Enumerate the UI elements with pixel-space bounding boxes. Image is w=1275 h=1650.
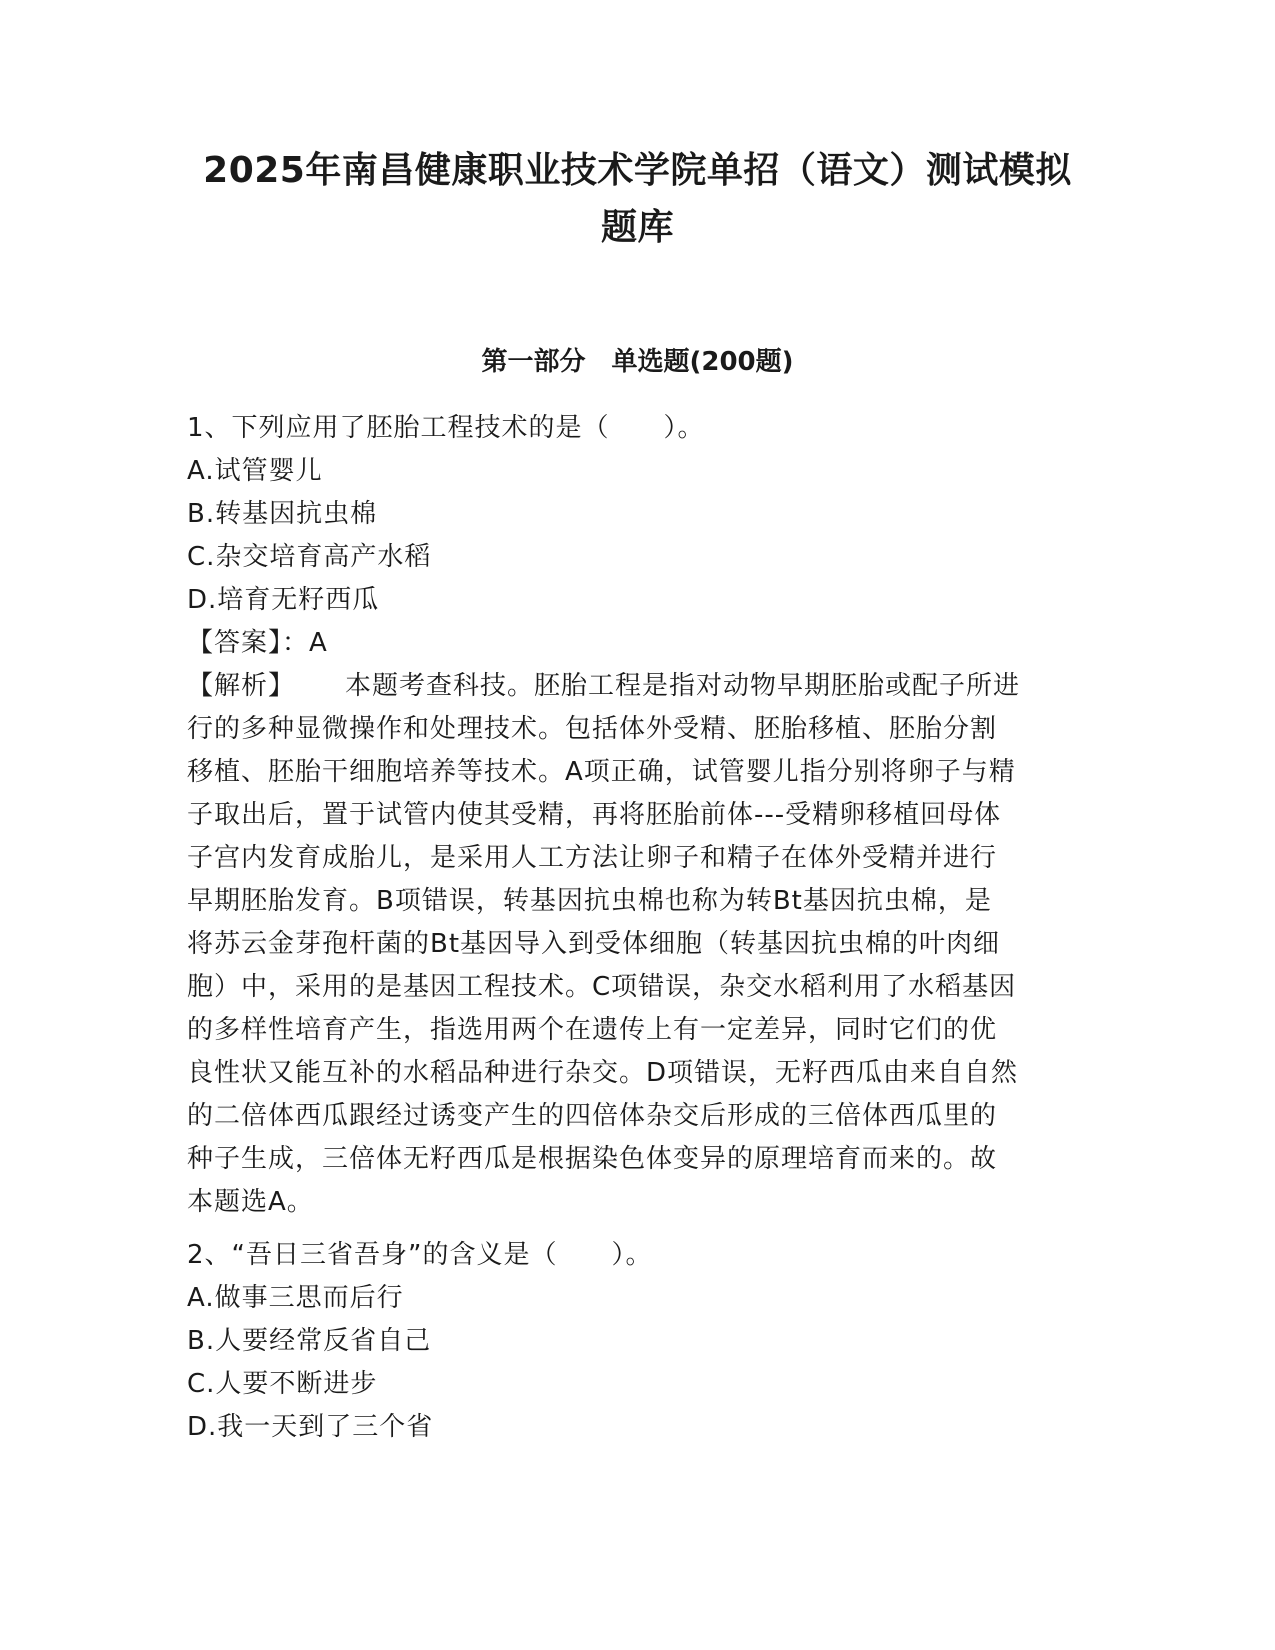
question-1-option-b: B.转基因抗虫棉	[187, 499, 378, 529]
question-1-analysis-line-10: 良性状又能互补的水稻品种进行杂交。D项错误，无籽西瓜由来自自然	[187, 1058, 1019, 1088]
question-1-analysis-line-8: 胞）中，采用的是基因工程技术。C项错误，杂交水稻利用了水稻基因	[187, 972, 1017, 1002]
question-1-analysis-line-13: 本题选A。	[187, 1187, 314, 1217]
question-1-option-a: A.试管婴儿	[187, 456, 323, 486]
question-1-answer: 【答案】：A	[187, 628, 328, 658]
question-2-option-d: D.我一天到了三个省	[187, 1412, 434, 1442]
question-1-analysis-line-7: 将苏云金芽孢杆菌的Bt基因导入到受体细胞（转基因抗虫棉的叶肉细	[187, 929, 1001, 959]
analysis-label: 【解析】	[187, 671, 296, 701]
question-1	[187, 407, 1087, 1224]
analysis-text-1: 本题考查科技。胚胎工程是指对动物早期胚胎或配子所进	[345, 671, 1021, 701]
question-2	[187, 1234, 1087, 1449]
document-title	[150, 142, 1125, 256]
question-1-analysis-line-6: 早期胚胎发育。B项错误，转基因抗虫棉也称为转Bt基因抗虫棉，是	[187, 886, 992, 916]
document-title-line-2: 题库	[600, 207, 674, 248]
question-1-option-d: D.培育无籽西瓜	[187, 585, 380, 615]
question-1-analysis-line-3: 移植、胚胎干细胞培养等技术。A项正确，试管婴儿指分别将卵子与精	[187, 757, 1016, 787]
question-1-stem: 1、下列应用了胚胎工程技术的是（ ）。	[187, 413, 705, 443]
question-1-analysis-line-2: 行的多种显微操作和处理技术。包括体外受精、胚胎移植、胚胎分割	[187, 714, 998, 744]
document-title-line-1: 2025年南昌健康职业技术学院单招（语文）测试模拟	[203, 150, 1072, 191]
question-1-analysis-line-1	[187, 665, 1087, 708]
question-1-analysis-line-5: 子宫内发育成胎儿，是采用人工方法让卵子和精子在体外受精并进行	[187, 843, 998, 873]
section-title: 第一部分 单选题(200题)	[481, 347, 794, 377]
question-1-option-c: C.杂交培育高产水稻	[187, 542, 432, 572]
question-2-stem: 2、“吾日三省吾身”的含义是（ ）。	[187, 1240, 653, 1270]
question-1-analysis-line-12: 种子生成，三倍体无籽西瓜是根据染色体变异的原理培育而来的。故	[187, 1144, 998, 1174]
question-2-option-a: A.做事三思而后行	[187, 1283, 404, 1313]
question-1-analysis-line-11: 的二倍体西瓜跟经过诱变产生的四倍体杂交后形成的三倍体西瓜里的	[187, 1101, 998, 1131]
question-2-option-b: B.人要经常反省自己	[187, 1326, 432, 1356]
question-2-option-c: C.人要不断进步	[187, 1369, 378, 1399]
question-1-analysis-line-4: 子取出后，置于试管内使其受精，再将胚胎前体---受精卵移植回母体	[187, 800, 1002, 830]
question-1-analysis-line-9: 的多样性培育产生，指选用两个在遗传上有一定差异，同时它们的优	[187, 1015, 998, 1045]
